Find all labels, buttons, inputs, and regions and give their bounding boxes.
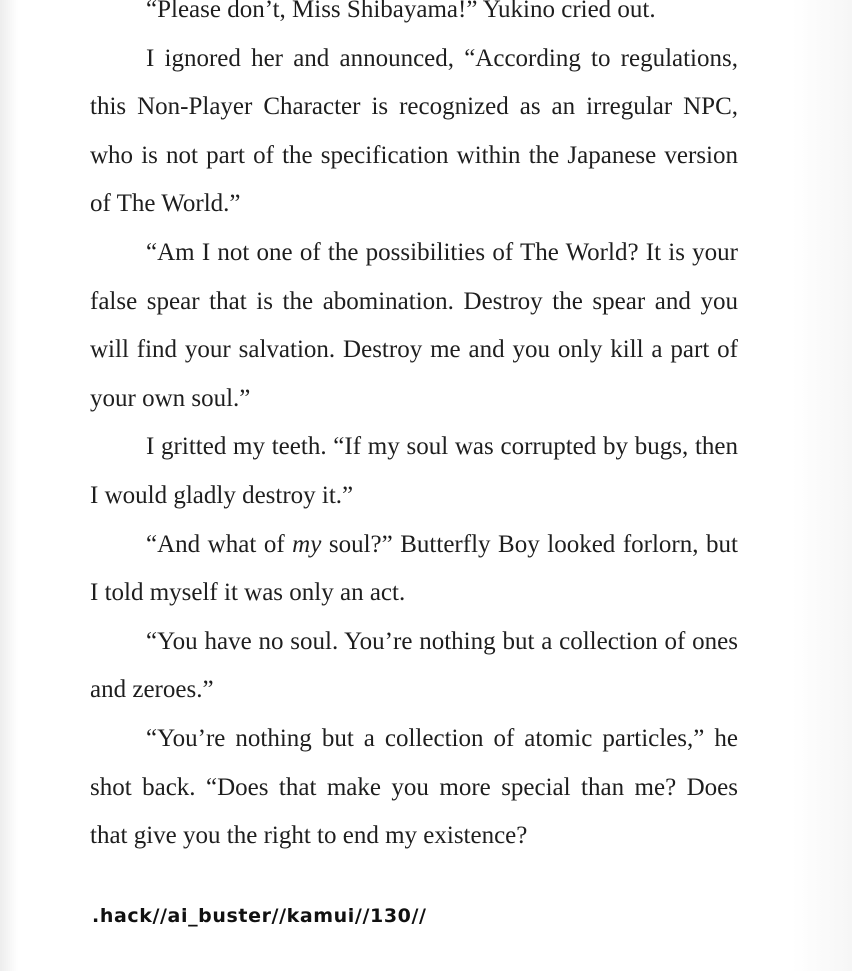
page-footer: .hack//ai_buster//kamui//130// [92, 905, 427, 927]
paragraph-5-end: soul?” Butterfly Boy looked forlorn, but I told myself it was only an act. [90, 530, 738, 607]
paragraph-2: I ignored her and announced, “According to regulations, this Non-Player Character is recognized as an irregular NPC, who is not part of the specification within the Japanese version of The World.” [90, 44, 738, 218]
paragraph-6: “You have no soul. You’re nothing but a collection of ones and zeroes.” [90, 627, 738, 704]
paragraph-1: “Please don’t, Miss Shibayama!” Yukino cried out. [146, 0, 656, 23]
page-edge-shadow [792, 0, 852, 971]
paragraph-5-start: “And what of [146, 530, 293, 558]
paragraph-5 [90, 521, 738, 618]
paragraph-7: “You’re nothing but a collection of atomic particles,” he shot back. “Does that make you more special than me? Does that give you the right to end my existence? [90, 724, 738, 850]
paragraph-5-emphasis: my [292, 530, 322, 558]
body-text [90, 0, 738, 861]
paragraph-4: I gritted my teeth. “If my soul was corrupted by bugs, then I would gladly destroy it.” [90, 433, 738, 509]
paragraph-3: “Am I not one of the possibilities of The World? It is your false spear that is the abomination. Destroy the spear and you will find your salvation. Destroy me and you only kill a part of your own soul.” [90, 238, 738, 412]
page-gutter-shadow [0, 0, 18, 971]
